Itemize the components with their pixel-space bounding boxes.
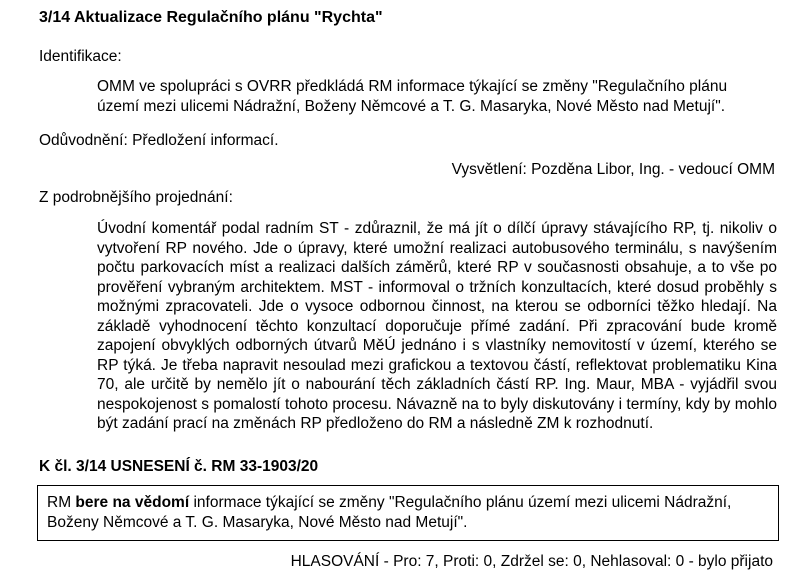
resolution-heading: K čl. 3/14 USNESENÍ č. RM 33-1903/20 xyxy=(39,458,319,475)
discussion-label: Z podrobnějšího projednání: xyxy=(39,189,233,206)
resolution-prefix: RM xyxy=(47,494,76,511)
reasoning-text: Odůvodnění: Předložení informací. xyxy=(39,132,279,149)
discussion-text: Úvodní komentář podal radním ST - zdůraznil, že má jít o dílčí úpravy stávajícího RP, tj. nikoliv o vytvoření RP nového. Jde o úpravy, které umožní realizaci autobusového terminálu, s navýšením počtu parkovacích míst a realizaci dalších záměrů, které RP v současnosti obsahuje, a to vše po prověření vybraným architektem. MST - informoval o tržních konzultacích, které dosud proběhly s možnými zpracovateli. Jde o vysoce odbornou činnost, na kterou se odborníci těžko hledají. Na základě vyhodnocení těchto konzultací doporučuje přímé zadání. Při zpracování bude kromě zapojení obvyklých odborných útvarů MěÚ jednáno i s vlastníky nemovitostí v území, kterého se RP týká. Je třeba napravit nesoulad mezi grafickou a textovou částí, reflektovat problematiku Kina 70, ale určitě by nemělo jít o nabourání těch základních částí RP. Ing. Maur, MBA - vyjádřil svou nespokojenost s pomalostí tohoto procesu. Návazně na to byly diskutovány i termíny, kdy by mohlo být zadání prací na změnách RP předloženo do RM a následně ZM k rozhodnutí. xyxy=(97,220,777,432)
resolution-verb: bere na vědomí xyxy=(75,494,190,511)
explanation-text: Vysvětlení: Pozděna Libor, Ing. - vedoucí OMM xyxy=(451,161,775,178)
identification-line: území mezi ulicemi Nádražní, Boženy Němcové a T. G. Masaryka, Nové Město nad Metují". xyxy=(97,97,726,115)
resolution-text: informace týkající se změny "Regulačního plánu území mezi ulicemi Nádražní, Boženy Němcové a T. G. Masaryka, Nové Město nad Metují". xyxy=(47,494,732,531)
identification-label: Identifikace: xyxy=(39,48,122,65)
identification-text xyxy=(97,77,777,116)
resolution-box xyxy=(37,485,779,541)
vote-result: HLASOVÁNÍ - Pro: 7, Proti: 0, Zdržel se: 0, Nehlasoval: 0 - bylo přijato xyxy=(290,553,773,570)
identification-line: OMM ve spolupráci s OVRR předkládá RM informace týkající se změny "Regulačního plánu xyxy=(97,78,728,95)
agenda-item-title: 3/14 Aktualizace Regulačního plánu "Rychta" xyxy=(39,9,383,26)
